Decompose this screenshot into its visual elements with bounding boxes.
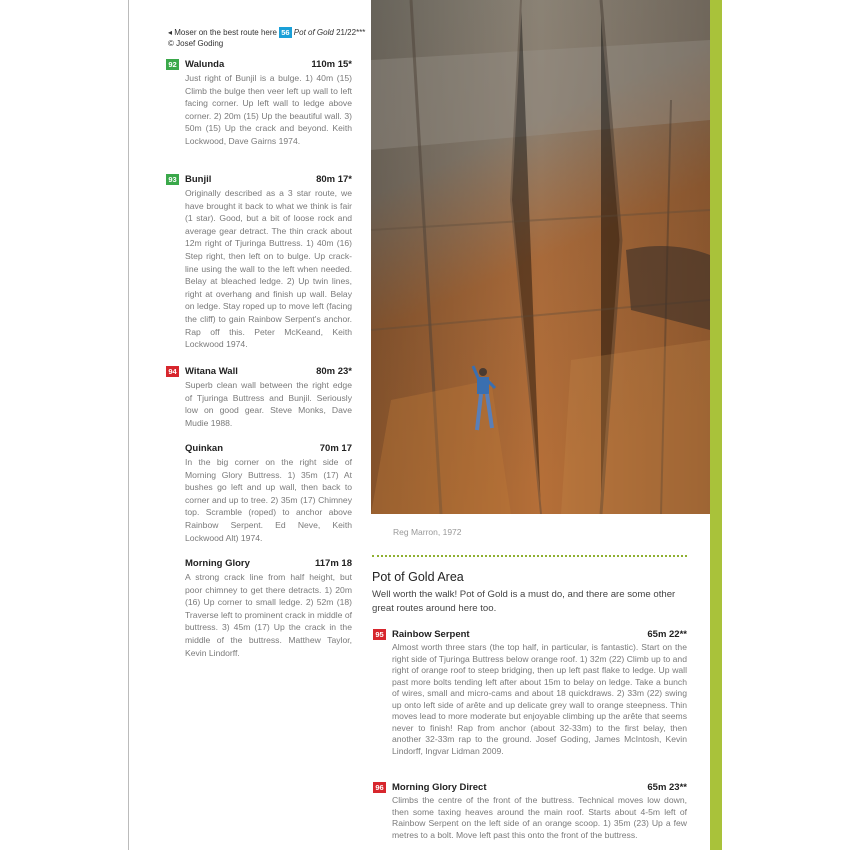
route-entry <box>166 366 352 429</box>
route-ref: Pot of Gold <box>293 28 334 37</box>
route-entry <box>166 558 352 659</box>
route-description: Just right of Bunjil is a bulge. 1) 40m (15) Climb the bulge then veer left up wall to left facing corner. Up left wall to ledge above corner. 2) 20m (15) Up the beautiful wall. 3) 50m (15) Up the crack and beyond. Keith Lockwood, Dave Gairns 1974. <box>185 73 352 146</box>
route-name: Witana Wall <box>185 366 238 377</box>
caption-text: Moser on the best route here <box>174 28 277 37</box>
route-number-spacer <box>166 443 179 454</box>
edge-color-bar <box>710 0 722 850</box>
area-title: Pot of Gold Area <box>372 570 464 584</box>
route-description: Superb clean wall between the right edge of Tjuringa Buttress and Bunjil. Seriously low on good gear. Steve Monks, Dave Mudie 1988. <box>185 380 352 428</box>
photo-caption-top <box>168 27 368 49</box>
route-entry <box>373 629 687 757</box>
rock-face-image <box>371 0 710 514</box>
route-grade: 65m 23** <box>647 782 687 793</box>
route-grade: 80m 17* <box>316 174 352 185</box>
route-grade: 110m 15* <box>311 59 352 70</box>
route-number-badge: 95 <box>373 629 386 640</box>
area-intro: Well worth the walk! Pot of Gold is a must do, and there are some other great routes around here too. <box>372 589 676 614</box>
section-divider <box>372 555 687 557</box>
route-description: Originally described as a 3 star route, we have brought it back to what we think is fair (1 star). Good, but a bit of loose rock and average gear detract. The thin crack about 12m right of Tjuringa Buttress. 1) 40m (16) Step right, then left on to bulge. Up crack-line using the wall to the left when needed. Belay at bleached ledge. 2) Up twin lines, right at overhang and finish up wall. Belay on ledge. Stay roped up to move left (facing the cliff) to gain Rainbow Serpent's anchor. Rap off this. Peter McKeand, Keith Lockwood 1974. <box>185 188 352 350</box>
page-ref-badge: 56 <box>281 28 290 37</box>
route-number-badge: 96 <box>373 782 386 793</box>
route-description: Almost worth three stars (the top half, in particular, is fantastic). Start on the right side of Tjuringa Buttress below orange roof. 1) 32m (22) Climb up to and right of orange roof to steep bridging, then up left past flake to ledge. Up wall past more bolts tending left after about 15m to belay on ledge. Take a bunch of wires, small and micro-cams and about 18 quickdraws. 2) 33m (22) swing up onto left side of arête and up delicate grey wall to orange steepness. Thin moves lead to more moderate but enjoyable climbing up the arête that seems never to finish! Rap from anchor (about 32-33m) to the first belay, then another 32-33m rap to the ground. Josef Goding, James McIntosh, Kevin Lindorff, Ingvar Lidman 2009. <box>392 642 687 756</box>
route-name: Quinkan <box>185 443 224 454</box>
route-number-badge: 94 <box>166 366 179 377</box>
photo-caption: Reg Marron, 1972 <box>393 527 462 537</box>
route-description: A strong crack line from half height, but poor chimney to get there detracts. 1) 20m (16) Up corner to small ledge. 2) 52m (18) Traverse left to prominent crack in middle of buttress. 3) 45m (17) Up the crack in the middle of the buttress. Matthew Taylor, Kevin Lindorff. <box>185 572 352 658</box>
route-number-badge: 92 <box>166 59 179 70</box>
route-number-spacer <box>166 558 179 569</box>
grade-ref: 21/22*** <box>336 28 366 37</box>
route-grade: 70m 17 <box>319 443 352 454</box>
climbing-photo <box>371 0 710 514</box>
route-entry <box>166 59 352 148</box>
route-description: In the big corner on the right side of Morning Glory Buttress. 1) 35m (17) At bushes go left and up wall, then back to corner and up to tree. 2) 35m (17) Chimney top. Scramble (roped) to anchor above Rainbow Serpent. Ed Neve, Keith Lockwood Alt) 1974. <box>185 457 352 543</box>
route-name: Rainbow Serpent <box>392 629 470 640</box>
route-number-badge: 93 <box>166 174 179 185</box>
route-name: Walunda <box>185 59 225 70</box>
route-entry <box>166 443 352 544</box>
route-grade: 65m 22** <box>647 629 687 640</box>
route-entry <box>166 174 352 351</box>
route-name: Morning Glory <box>185 558 250 569</box>
route-entry <box>373 782 687 853</box>
route-name: Bunjil <box>185 174 212 185</box>
triangle-icon: ◂ <box>168 28 173 37</box>
route-grade: 80m 23* <box>316 366 352 377</box>
photo-credit: © Josef Goding <box>168 39 224 48</box>
route-description: Climbs the centre of the front of the buttress. Technical moves low down, then some taxing heaves around the main roof. Starts about 4-5m left of Rainbow Serpent on the left side of an orange scoop. 1) 35m (23) Up a few metres to a bolt. Move left past this onto the front of the buttress. <box>392 795 687 840</box>
route-grade: 117m 18 <box>315 558 352 569</box>
route-name: Morning Glory Direct <box>392 782 487 793</box>
